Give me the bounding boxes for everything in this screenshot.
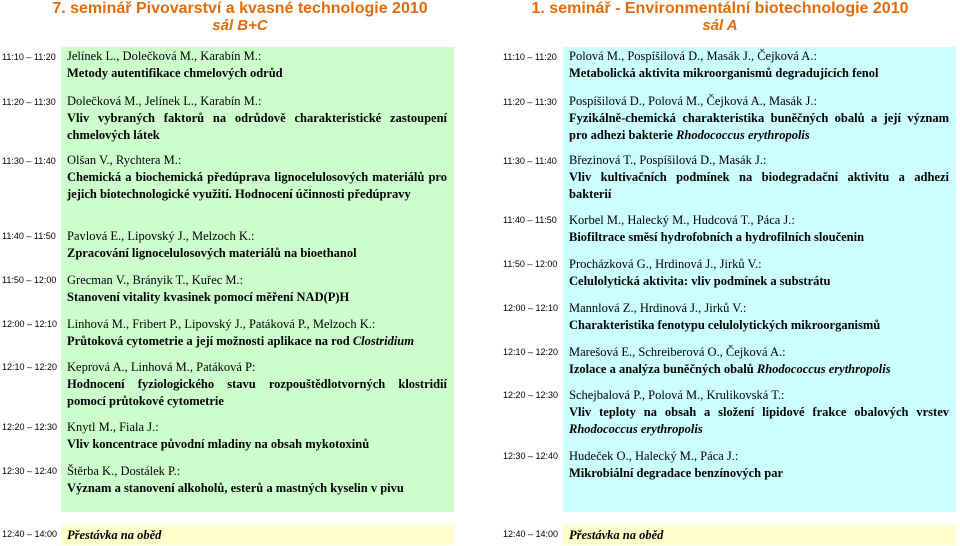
session-authors: Knytl M., Fiala J.: — [67, 420, 159, 434]
left-session-entry — [67, 463, 447, 497]
right-seminar-room: sál A — [702, 17, 738, 34]
right-time-slot: 12:00 – 12:10 — [503, 303, 559, 313]
session-title: Izolace a analýza buněčných obalů Rhodococcus erythropolis — [569, 362, 891, 376]
right-break-time: 12:40 – 14:00 — [503, 529, 559, 539]
session-title: Vliv kultivačních podmínek na biodegradační aktivitu a adhezi bakterií — [569, 170, 949, 201]
left-break-time: 12:40 – 14:00 — [2, 529, 58, 539]
left-seminar-title: 7. seminář Pivovarství a kvasné technologie 2010 — [52, 0, 428, 17]
right-seminar-title: 1. seminář - Environmentální biotechnologie 2010 — [531, 0, 909, 17]
left-session-entry — [67, 228, 447, 262]
right-time-slot: 11:50 – 12:00 — [503, 259, 558, 269]
session-title: Metabolická aktivita mikroorganismů degradujících fenol — [569, 66, 879, 80]
session-title: Vliv koncentrace původní mladiny na obsah mykotoxinů — [67, 437, 370, 451]
left-time-slot: 12:00 – 12:10 — [2, 319, 58, 329]
right-seminar-header — [480, 0, 960, 34]
right-session-entry — [569, 93, 949, 144]
right-session-entry — [569, 152, 949, 203]
lunch-break-label: Přestávka na oběd — [569, 528, 664, 542]
left-time-slot: 11:40 – 11:50 — [2, 231, 56, 241]
right-time-slot: 12:20 – 12:30 — [503, 390, 559, 400]
left-lunch-break — [61, 525, 454, 545]
right-time-slot: 11:10 – 11:20 — [503, 52, 557, 62]
session-authors: Marešová E., Schreiberová O., Čejková A.: — [569, 345, 786, 359]
session-title: Stanovení vitality kvasinek pomocí měření NAD(P)H — [67, 290, 350, 304]
session-authors: Polová M., Pospíšilová D., Masák J., Čejková A.: — [569, 49, 817, 63]
left-session-entry — [67, 152, 447, 203]
session-authors: Grecman V., Brányik T., Kuřec M.: — [67, 273, 244, 287]
right-time-slot: 11:20 – 11:30 — [503, 97, 557, 107]
right-session-entry — [569, 387, 949, 438]
session-title: Zpracování lignocelulosových materiálů na bioethanol — [67, 246, 357, 260]
session-authors: Korbel M., Halecký M., Hudcová T., Páca J.: — [569, 213, 795, 227]
right-session-entry — [569, 256, 949, 290]
session-title: Vliv teploty na obsah a složení lipidové frakce obalových vrstev Rhodococcus erythropolis — [569, 405, 949, 436]
session-title: Metody autentifikace chmelových odrůd — [67, 66, 283, 80]
left-seminar-room: sál B+C — [212, 17, 268, 34]
left-time-slot: 12:30 – 12:40 — [2, 466, 58, 476]
session-title: Průtoková cytometrie a její možnosti aplikace na rod Clostridium — [67, 334, 414, 348]
session-authors: Linhová M., Fribert P., Lipovský J., Patáková P., Melzoch K.: — [67, 317, 376, 331]
left-session-entry — [67, 93, 447, 144]
left-time-slot: 11:50 – 12:00 — [2, 275, 57, 285]
left-time-slot: 11:30 – 11:40 — [2, 156, 56, 166]
right-time-slot: 12:10 – 12:20 — [503, 347, 559, 357]
left-session-entry — [67, 272, 447, 306]
right-time-slot: 11:30 – 11:40 — [503, 156, 557, 166]
session-authors: Schejbalová P., Polová M., Krulikovská T.: — [569, 388, 785, 402]
session-authors: Hudeček O., Halecký M., Páca J.: — [569, 449, 739, 463]
right-session-entry — [569, 212, 949, 246]
left-time-slot: 12:10 – 12:20 — [2, 362, 58, 372]
left-session-entry — [67, 48, 447, 82]
session-title: Hodnocení fyziologického stavu rozpouštědlotvorných klostridií pomocí průtokové cytometrie — [67, 377, 447, 408]
left-session-entry — [67, 359, 447, 410]
session-authors: Pavlová E., Lipovský J., Melzoch K.: — [67, 229, 255, 243]
left-session-entry — [67, 419, 447, 453]
right-time-slot: 12:30 – 12:40 — [503, 451, 559, 461]
lunch-break-label: Přestávka na oběd — [67, 528, 162, 542]
session-title: Fyzikálně-chemická charakteristika buněčných obalů a její význam pro adhezi bakterie Rhodococcus erythropolis — [569, 111, 949, 142]
left-time-slot: 11:10 – 11:20 — [2, 52, 56, 62]
session-title: Význam a stanovení alkoholů, esterů a mastných kyselin v pivu — [67, 481, 404, 495]
session-title: Chemická a biochemická předúprava lignocelulosových materiálů pro jejich biotechnologické využití. Hodnocení účinnosti předúpravy — [67, 170, 447, 201]
session-authors: Keprová A., Linhová M., Patáková P: — [67, 360, 256, 374]
session-title: Charakteristika fenotypu celulolytických mikroorganismů — [569, 318, 881, 332]
right-session-entry — [569, 448, 949, 482]
right-lunch-break — [563, 525, 956, 545]
left-time-slot: 12:20 – 12:30 — [2, 422, 58, 432]
session-title: Vliv vybraných faktorů na odrůdově charakteristické zastoupení chmelových látek — [67, 111, 447, 142]
session-title: Biofiltrace směsí hydrofobních a hydrofilních sloučenin — [569, 230, 865, 244]
session-title: Celulolytická aktivita: vliv podmínek a substrátu — [569, 274, 831, 288]
session-authors: Dolečková M., Jelínek L., Karabín M.: — [67, 94, 262, 108]
right-session-entry — [569, 300, 949, 334]
left-time-slot: 11:20 – 11:30 — [2, 97, 56, 107]
session-authors: Procházková G., Hrdinová J., Jirků V.: — [569, 257, 762, 271]
right-session-entry — [569, 48, 949, 82]
left-seminar-header — [0, 0, 480, 34]
session-authors: Březinová T., Pospíšilová D., Masák J.: — [569, 153, 767, 167]
session-title: Mikrobiální degradace benzínových par — [569, 466, 784, 480]
left-session-entry — [67, 316, 447, 350]
session-authors: Štěrba K., Dostálek P.: — [67, 464, 181, 478]
right-session-entry — [569, 344, 949, 378]
session-authors: Mannlová Z., Hrdinová J., Jirků V.: — [569, 301, 747, 315]
right-time-slot: 11:40 – 11:50 — [503, 215, 557, 225]
session-authors: Jelínek L., Dolečková M., Karabín M.: — [67, 49, 262, 63]
session-authors: Olšan V., Rychtera M.: — [67, 153, 182, 167]
session-authors: Pospíšilová D., Polová M., Čejková A., Masák J.: — [569, 94, 817, 108]
